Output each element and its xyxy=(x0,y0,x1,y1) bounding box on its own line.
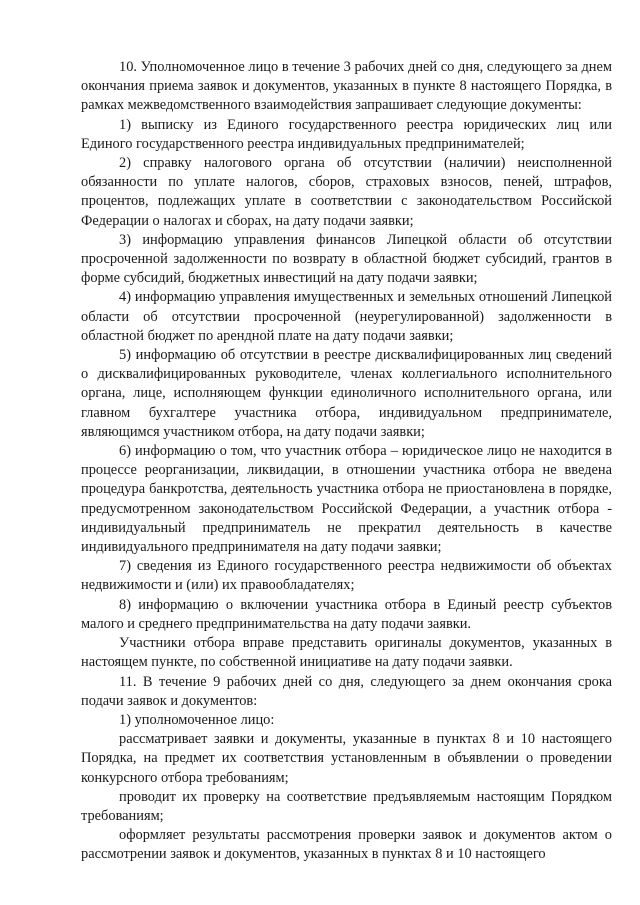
paragraph-11: 11. В течение 9 рабочих дней со дня, следующего за днем окончания срока подачи заявок и документов: xyxy=(81,673,612,709)
list-item-7: 7) сведения из Единого государственного реестра недвижимости об объектах недвижимости и (или) их правообладателях; xyxy=(81,558,612,594)
action-reviews: рассматривает заявки и документы, указанные в пунктах 8 и 10 настоящего Порядка, на предмет их соответствия установленным в объявлении о проведении конкурсного отбора требованиям; xyxy=(81,731,612,786)
list-item-1: 1) выписку из Единого государственного реестра юридических лиц или Единого государственного реестра индивидуальных предпринимателей; xyxy=(81,116,612,152)
list-item-8: 8) информацию о включении участника отбора в Единый реестр субъектов малого и среднего предпринимательства на дату подачи заявки. xyxy=(81,596,612,632)
list-item-2: 2) справку налогового органа об отсутствии (наличии) неисполненной обязанности по уплате налогов, сборов, страховых взносов, пеней, штрафов, процентов, подлежащих уплате в соответствии с законодательством Российской Федерации о налогах и сборах, на дату подачи заявки; xyxy=(81,155,612,229)
list-item-6: 6) информацию о том, что участник отбора – юридическое лицо не находится в процессе реорганизации, ликвидации, в отношении участника отбора не введена процедура банкротства, деятельность участника отбора не приостановлена в порядке, предусмотренном законодательством Российской Федерации, а участник отбора - индивидуальный предприниматель не прекратил деятельность в качестве индивидуального предпринимателя на дату подачи заявки; xyxy=(81,443,612,556)
action-formalizes: оформляет результаты рассмотрения проверки заявок и документов актом о рассмотрении заявок и документов, указанных в пунктах 8 и 10 настоящего xyxy=(81,827,612,863)
action-checks: проводит их проверку на соответствие предъявляемым настоящим Порядком требованиям; xyxy=(81,788,612,824)
document-body xyxy=(81,58,612,865)
list-item-4: 4) информацию управления имущественных и земельных отношений Липецкой области об отсутствии просроченной (неурегулированной) задолженности в областной бюджет по арендной плате на дату подачи заявки; xyxy=(81,289,612,344)
list-item-5: 5) информацию об отсутствии в реестре дисквалифицированных лиц сведений о дисквалифицированных руководителе, членах коллегиального исполнительного органа, лице, исполняющем функции единоличного исполнительного органа, или главном бухгалтере участника отбора, индивидуальном предпринимателе, являющимся участником отбора, на дату подачи заявки; xyxy=(81,347,612,440)
participants-note: Участники отбора вправе представить оригиналы документов, указанных в настоящем пункте, по собственной инициативе на дату подачи заявки. xyxy=(81,635,612,671)
list-item-3: 3) информацию управления финансов Липецкой области об отсутствии просроченной задолженности по возврату в областной бюджет субсидий, грантов в форме субсидий, бюджетных инвестиций на дату подачи заявки; xyxy=(81,231,612,287)
paragraph-10: 10. Уполномоченное лицо в течение 3 рабочих дней со дня, следующего за днем окончания приема заявок и документов, указанных в пункте 8 настоящего Порядка, в рамках межведомственного взаимодействия запрашивает следующие документы: xyxy=(81,59,612,114)
subitem-authorized-person: 1) уполномоченное лицо: xyxy=(119,711,275,728)
